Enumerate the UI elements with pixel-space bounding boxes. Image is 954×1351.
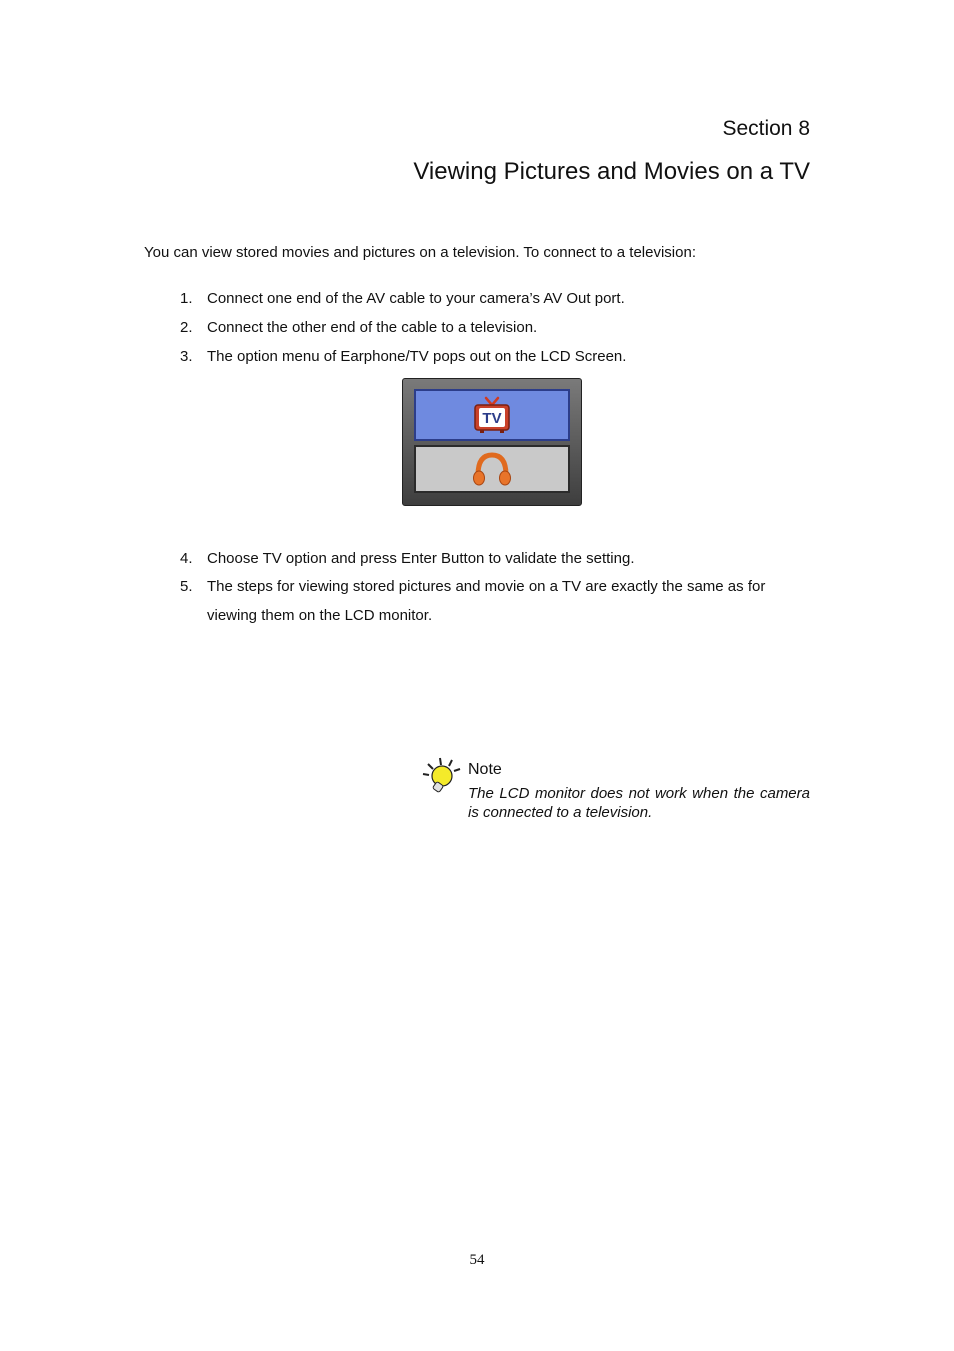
- page-number: 54: [469, 1252, 485, 1268]
- intro-text: You can view stored movies and pictures on a television. To connect to a television:: [144, 244, 696, 261]
- step-number: 2.: [180, 319, 193, 336]
- tv-option-label: TV: [482, 410, 502, 427]
- step-number: 5.: [180, 578, 193, 595]
- earphone-tv-menu-image: [402, 378, 582, 506]
- note-body: The LCD monitor does not work when the camera is connected to a television.: [468, 785, 810, 821]
- page-title: Viewing Pictures and Movies on a TV: [413, 158, 810, 185]
- section-label: Section 8: [722, 117, 810, 140]
- step-text: Connect one end of the AV cable to your camera’s AV Out port.: [207, 290, 625, 307]
- headphones-icon: [470, 449, 514, 489]
- step-text: Connect the other end of the cable to a television.: [207, 319, 538, 336]
- step-number: 4.: [180, 550, 193, 567]
- step-text: The option menu of Earphone/TV pops out on the LCD Screen.: [207, 348, 627, 365]
- earphone-option: [414, 445, 570, 493]
- step-number: 3.: [180, 348, 193, 365]
- tv-option: [414, 389, 570, 441]
- step-text: Choose TV option and press Enter Button to validate the setting.: [207, 550, 635, 567]
- lightbulb-icon: [420, 756, 464, 796]
- note-title: Note: [468, 761, 502, 778]
- step-text: The steps for viewing stored pictures and movie on a TV are exactly the same as for viewing them on the LCD monitor.: [207, 578, 766, 624]
- tv-icon: [471, 394, 513, 436]
- step-number: 1.: [180, 290, 193, 307]
